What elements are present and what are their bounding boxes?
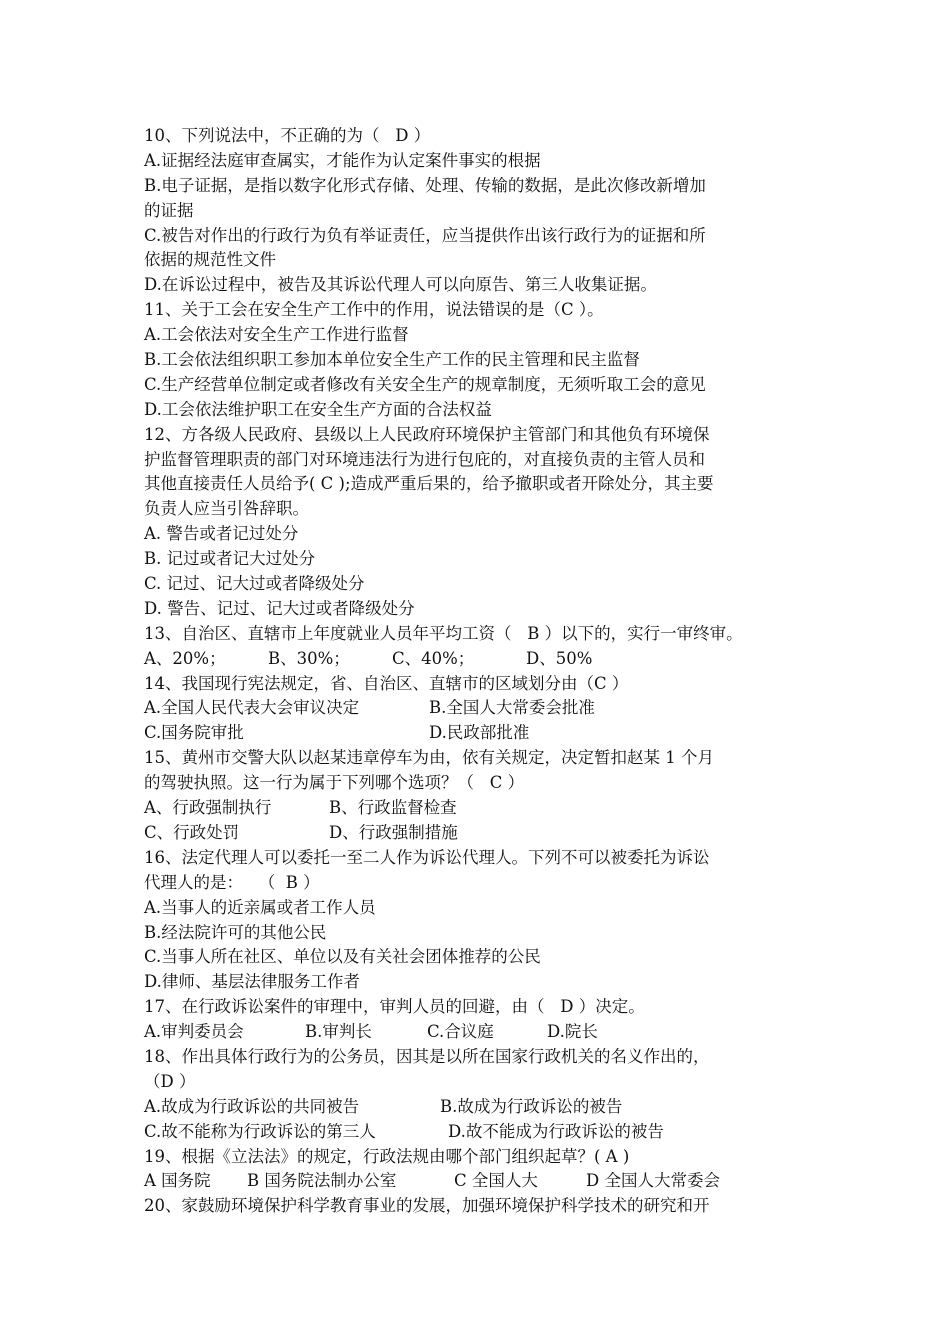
question-10-option-c: C.被告对作出的行政行为负有举证责任，应当提供作出该行政行为的证据和所 — [144, 225, 706, 245]
question-18-option-b: B.故成为行政诉讼的被告 — [440, 1096, 623, 1116]
question-12-option-d: D. 警告、记过、记大过或者降级处分 — [144, 598, 415, 618]
question-15-stem-cont: 的驾驶执照。这一行为属于下列哪个选项？（ C ） — [144, 773, 525, 793]
question-17-option-c: C.合议庭 — [427, 1022, 494, 1042]
question-14-options-row-1 — [144, 696, 824, 721]
question-11-stem: 11、关于工会在安全生产工作中的作用，说法错误的是（C ）。 — [144, 300, 604, 320]
question-10-option-b-cont: 的证据 — [144, 200, 194, 220]
question-17-option-d: D.院长 — [547, 1022, 598, 1042]
question-18-option-a: A.故成为行政诉讼的共同被告 — [144, 1096, 360, 1116]
question-14-stem: 14、我国现行宪法规定，省、自治区、直辖市的区域划分由（C ） — [144, 673, 629, 693]
question-13-option-d: D、50% — [526, 648, 593, 668]
question-16-stem: 16、法定代理人可以委托一至二人作为诉讼代理人。下列不可以被委托为诉讼 — [144, 847, 710, 867]
question-13-option-c: C、40%； — [392, 648, 475, 668]
question-11-option-a: A.工会依法对安全生产工作进行监督 — [144, 325, 409, 345]
question-14-option-c: C.国务院审批 — [144, 723, 244, 743]
question-12-option-a: A. 警告或者记过处分 — [144, 524, 299, 544]
question-13-options — [144, 647, 824, 672]
question-10-option-d: D.在诉讼过程中，被告及其诉讼代理人可以向原告、第三人收集证据。 — [144, 275, 657, 295]
question-18-options-row-1 — [144, 1095, 824, 1120]
question-10-option-a: A.证据经法庭审查属实，才能作为认定案件事实的根据 — [144, 150, 541, 170]
question-16-option-d: D.律师、基层法律服务工作者 — [144, 972, 360, 992]
question-12-stem-cont-3: 负责人应当引咎辞职。 — [144, 499, 309, 519]
question-13-option-b: B、30%； — [268, 648, 350, 668]
question-15-stem: 15、黄州市交警大队以赵某违章停车为由，依有关规定，决定暂扣赵某 1 个月 — [144, 748, 714, 768]
question-15-option-b: B、行政监督检查 — [329, 798, 457, 818]
question-11-option-b: B.工会依法组织职工参加本单位安全生产工作的民主管理和民主监督 — [144, 350, 640, 370]
question-19-options — [144, 1169, 824, 1194]
question-13-option-a: A、20%； — [144, 648, 226, 668]
question-10-stem: 10、下列说法中，不正确的为（ D ） — [144, 126, 431, 145]
document-body — [144, 124, 824, 1219]
question-14-option-d: D.民政部批准 — [429, 723, 530, 743]
question-17-option-a: A.审判委员会 — [144, 1022, 244, 1042]
question-13-stem: 13、自治区、直辖市上年度就业人员年平均工资（ B ）以下的，实行一审终审。 — [144, 623, 743, 643]
question-19-option-c: C 全国人大 — [454, 1171, 538, 1191]
question-17-option-b: B.审判长 — [305, 1022, 372, 1042]
question-12-option-c: C. 记过、记大过或者降级处分 — [144, 574, 365, 594]
question-16-option-b: B.经法院许可的其他公民 — [144, 922, 327, 942]
question-15-option-d: D、行政强制措施 — [329, 822, 458, 842]
question-11-option-d: D.工会依法维护职工在安全生产方面的合法权益 — [144, 399, 492, 419]
question-14-options-row-2 — [144, 721, 824, 746]
question-18-option-d: D.故不能成为行政诉讼的被告 — [448, 1121, 664, 1141]
question-15-option-a: A、行政强制执行 — [144, 798, 272, 818]
question-17-stem: 17、在行政诉讼案件的审理中，审判人员的回避，由（ D ）决定。 — [144, 997, 645, 1017]
question-14-option-a: A.全国人民代表大会审议决定 — [144, 698, 360, 718]
question-12-stem-cont-1: 护监督管理职责的部门对环境违法行为进行包庇的，对直接负责的主管人员和 — [144, 449, 705, 469]
question-19-option-a: A 国务院 — [144, 1171, 211, 1191]
question-12-stem: 12、方各级人民政府、县级以上人民政府环境保护主管部门和其他负有环境保 — [144, 424, 710, 444]
question-18-option-c: C.故不能称为行政诉讼的第三人 — [144, 1121, 376, 1141]
question-10-option-c-cont: 依据的规范性文件 — [144, 250, 276, 270]
question-16-option-a: A.当事人的近亲属或者工作人员 — [144, 897, 376, 917]
question-15-options-row-2 — [144, 821, 824, 846]
question-19-stem: 19、根据《立法法》的规定，行政法规由哪个部门组织起草？( A ) — [144, 1146, 630, 1166]
question-16-stem-cont: 代理人的是： （ B ） — [144, 872, 320, 892]
question-15-options-row-1 — [144, 796, 824, 821]
question-10-option-b: B.电子证据，是指以数字化形式存储、处理、传输的数据，是此次修改新增加 — [144, 175, 706, 195]
question-15-option-c: C、行政处罚 — [144, 822, 240, 842]
question-18-options-row-2 — [144, 1120, 824, 1145]
question-12-stem-cont-2: 其他直接责任人员给予( C );造成严重后果的，给予撤职或者开除处分，其主要 — [144, 474, 714, 494]
question-11-option-c: C.生产经营单位制定或者修改有关安全生产的规章制度，无须听取工会的意见 — [144, 374, 706, 394]
question-19-option-d: D 全国人大常委会 — [586, 1171, 720, 1191]
question-16-option-c: C.当事人所在社区、单位以及有关社会团体推荐的公民 — [144, 947, 541, 967]
question-14-option-b: B.全国人大常委会批准 — [429, 698, 595, 718]
question-18-stem-cont: （D ） — [144, 1071, 196, 1091]
question-18-stem: 18、作出具体行政行为的公务员，因其是以所在国家行政机关的名义作出的， — [144, 1046, 710, 1066]
question-20-stem: 20、家鼓励环境保护科学教育事业的发展，加强环境保护科学技术的研究和开 — [144, 1196, 710, 1216]
question-12-option-b: B. 记过或者记大过处分 — [144, 549, 316, 569]
question-17-options — [144, 1020, 824, 1045]
question-19-option-b: B 国务院法制办公室 — [247, 1171, 397, 1191]
